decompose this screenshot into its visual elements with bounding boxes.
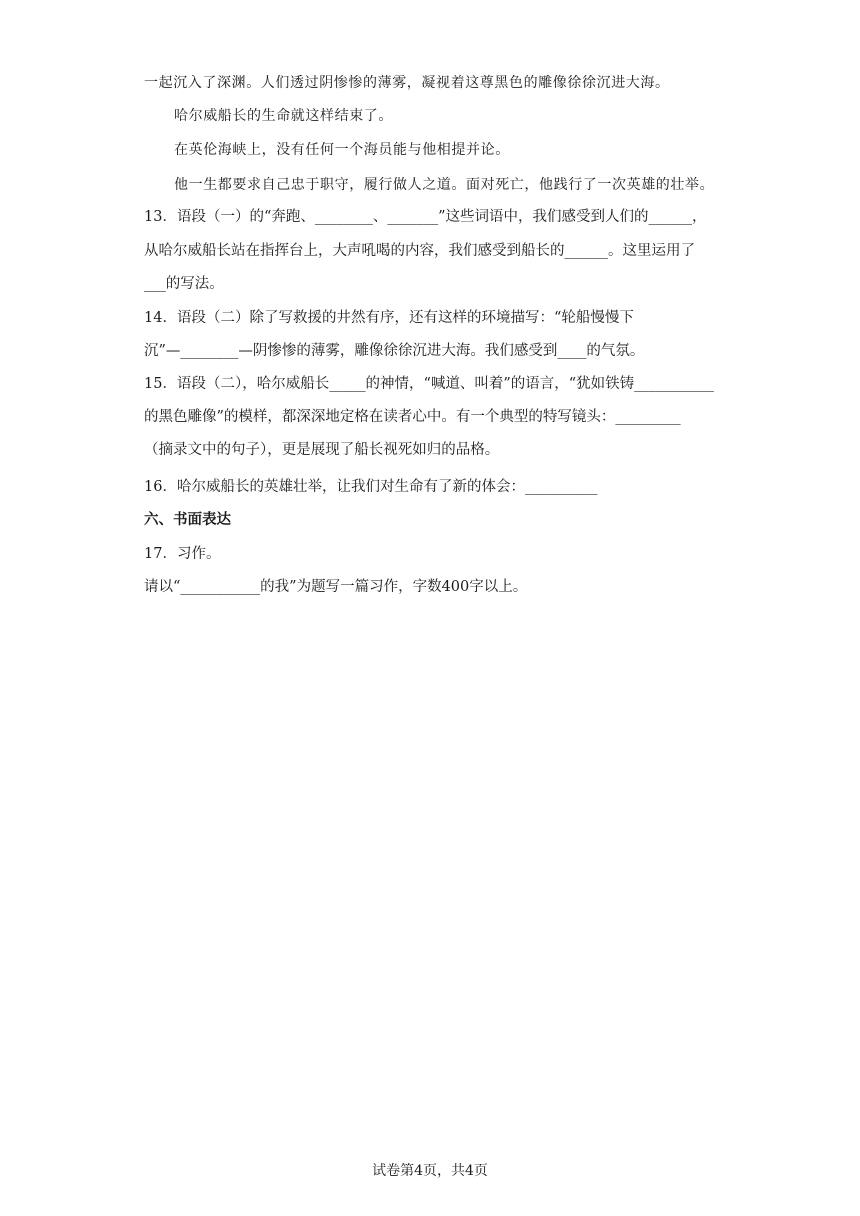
question-13-line-3: ___的写法。 — [144, 276, 224, 292]
question-15-line-1: 15．语段（二），哈尔威船长_____的神情，“喊道、叫着”的语言，“犹如铁铸___________ — [144, 376, 714, 392]
question-15-line-2: 的黑色雕像”的模样，都深深地定格在读者心中。有一个典型的特写镜头：_________ — [144, 409, 681, 425]
passage-line-4: 他一生都要求自己忠于职守，履行做人之道。面对死亡，他践行了一次英雄的壮举。 — [174, 177, 715, 193]
passage-line-2: 哈尔威船长的生命就这样结束了。 — [174, 108, 393, 124]
question-17-title: 17．习作。 — [144, 546, 221, 562]
question-14-line-1: 14．语段（二）除了写救援的井然有序，还有这样的环境描写：“轮船慢慢下 — [144, 310, 634, 326]
question-16-line-1: 16．哈尔威船长的英雄壮举，让我们对生命有了新的体会：__________ — [144, 479, 598, 495]
question-14-line-2: 沉”—________—阴惨惨的薄雾，雕像徐徐沉进大海。我们感受到____的气氛。 — [144, 343, 645, 359]
passage-line-3: 在英伦海峡上，没有任何一个海员能与他相提并论。 — [174, 142, 510, 158]
passage-line-1: 一起沉入了深渊。人们透过阴惨惨的薄雾，凝视着这尊黑色的雕像徐徐沉进大海。 — [144, 75, 670, 91]
question-13-line-2: 从哈尔威船长站在指挥台上，大声吼喝的内容，我们感受到船长的______。这里运用了 — [144, 243, 695, 259]
question-17-prompt: 请以“___________的我”为题写一篇习作，字数400字以上。 — [144, 579, 528, 595]
section-6-heading: 六、书面表达 — [144, 512, 231, 528]
question-13-line-1: 13．语段（一）的“奔跑、________、_______”这些词语中，我们感受到人们的______， — [144, 209, 707, 225]
question-15-line-3: （摘录文中的句子），更是展现了船长视死如归的品格。 — [144, 442, 500, 458]
page-footer: 试卷第4页，共4页 — [372, 1163, 488, 1179]
